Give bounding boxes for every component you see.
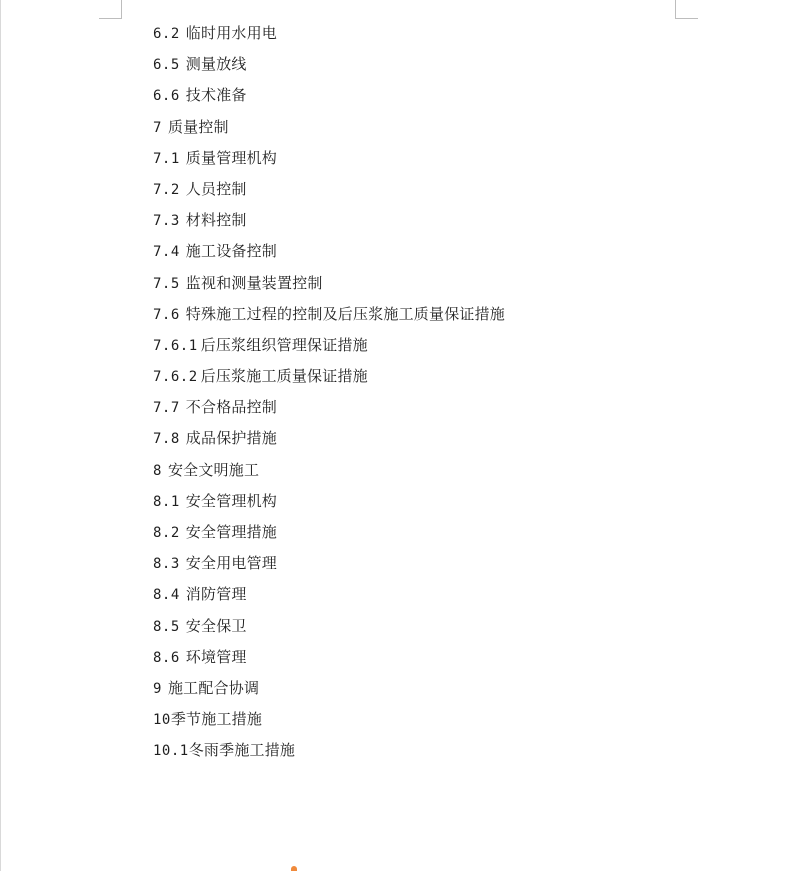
toc-number: 7 [153, 119, 162, 136]
toc-line[interactable] [153, 735, 505, 766]
toc-title: 临时用水用电 [185, 24, 277, 42]
toc-title: 材料控制 [185, 211, 247, 230]
toc-title: 安全保卫 [185, 616, 247, 635]
toc-number: 8.4 [153, 587, 180, 604]
toc-title: 环境管理 [185, 647, 247, 666]
toc-line[interactable] [153, 486, 505, 517]
toc-title: 安全用电管理 [185, 554, 277, 573]
toc-title: 测量放线 [185, 55, 247, 74]
toc-number: 10.1 [153, 743, 189, 760]
toc-line[interactable] [153, 236, 505, 267]
toc-number: 7.6.1 [153, 337, 198, 354]
toc-number: 8.6 [153, 649, 180, 666]
toc-line[interactable] [153, 673, 505, 704]
toc-line[interactable] [153, 392, 505, 423]
toc-number: 7.1 [153, 150, 180, 167]
toc-number: 6.6 [153, 88, 180, 105]
toc-title: 安全管理机构 [185, 491, 277, 510]
toc-number: 9 [153, 680, 162, 697]
toc-line[interactable] [153, 18, 505, 49]
toc-line[interactable] [153, 642, 505, 673]
toc-number: 10 [153, 712, 171, 729]
toc-title: 冬雨季施工措施 [188, 741, 296, 760]
toc-number: 7.3 [153, 213, 180, 230]
toc-title: 后压浆施工质量保证措施 [200, 367, 368, 386]
toc-number: 6.5 [153, 57, 180, 74]
toc-title: 成品保护措施 [185, 429, 277, 448]
toc-title: 消防管理 [185, 585, 247, 604]
toc-line[interactable] [153, 49, 505, 80]
toc-title: 安全管理措施 [185, 523, 277, 541]
page-corner-mark-left [99, 0, 122, 19]
table-of-contents [153, 18, 505, 767]
toc-line[interactable] [153, 579, 505, 610]
toc-number: 7.4 [153, 244, 180, 261]
toc-line[interactable] [153, 517, 505, 548]
toc-number: 7.2 [153, 181, 180, 198]
toc-line[interactable] [153, 611, 505, 642]
toc-number: 6.2 [153, 26, 180, 42]
toc-title: 特殊施工过程的控制及后压浆施工质量保证措施 [185, 304, 505, 323]
toc-title: 安全文明施工 [167, 460, 260, 479]
toc-title: 施工配合协调 [167, 678, 260, 697]
toc-line[interactable] [153, 112, 505, 143]
toc-line[interactable] [153, 205, 505, 236]
toc-number: 7.6.2 [153, 369, 198, 386]
toc-line[interactable] [153, 423, 505, 454]
toc-number: 7.5 [153, 275, 180, 292]
toc-line[interactable] [153, 330, 505, 361]
toc-line[interactable] [153, 455, 505, 486]
toc-number: 8.3 [153, 556, 180, 573]
toc-number: 8.1 [153, 493, 180, 510]
toc-number: 7.7 [153, 400, 180, 417]
toc-title: 监视和测量装置控制 [185, 273, 323, 292]
toc-line[interactable] [153, 704, 505, 735]
toc-title: 季节施工措施 [170, 710, 263, 729]
cursor-marker-icon [291, 866, 297, 871]
toc-line[interactable] [153, 268, 505, 299]
toc-title: 不合格品控制 [185, 398, 277, 417]
toc-line[interactable] [153, 174, 505, 205]
toc-number: 7.6 [153, 306, 180, 323]
toc-line[interactable] [153, 299, 505, 330]
toc-title: 人员控制 [185, 179, 247, 198]
toc-line[interactable] [153, 80, 505, 111]
page-corner-mark-right [675, 0, 698, 19]
toc-number: 7.8 [153, 431, 180, 448]
toc-number: 8.2 [153, 525, 180, 541]
toc-title: 质量管理机构 [185, 148, 277, 167]
toc-title: 后压浆组织管理保证措施 [200, 335, 368, 354]
toc-title: 施工设备控制 [185, 242, 277, 261]
toc-number: 8 [153, 462, 162, 479]
toc-line[interactable] [153, 143, 505, 174]
toc-title: 质量控制 [167, 117, 229, 136]
toc-title: 技术准备 [185, 86, 247, 105]
toc-line[interactable] [153, 548, 505, 579]
toc-number: 8.5 [153, 618, 180, 635]
toc-line[interactable] [153, 361, 505, 392]
